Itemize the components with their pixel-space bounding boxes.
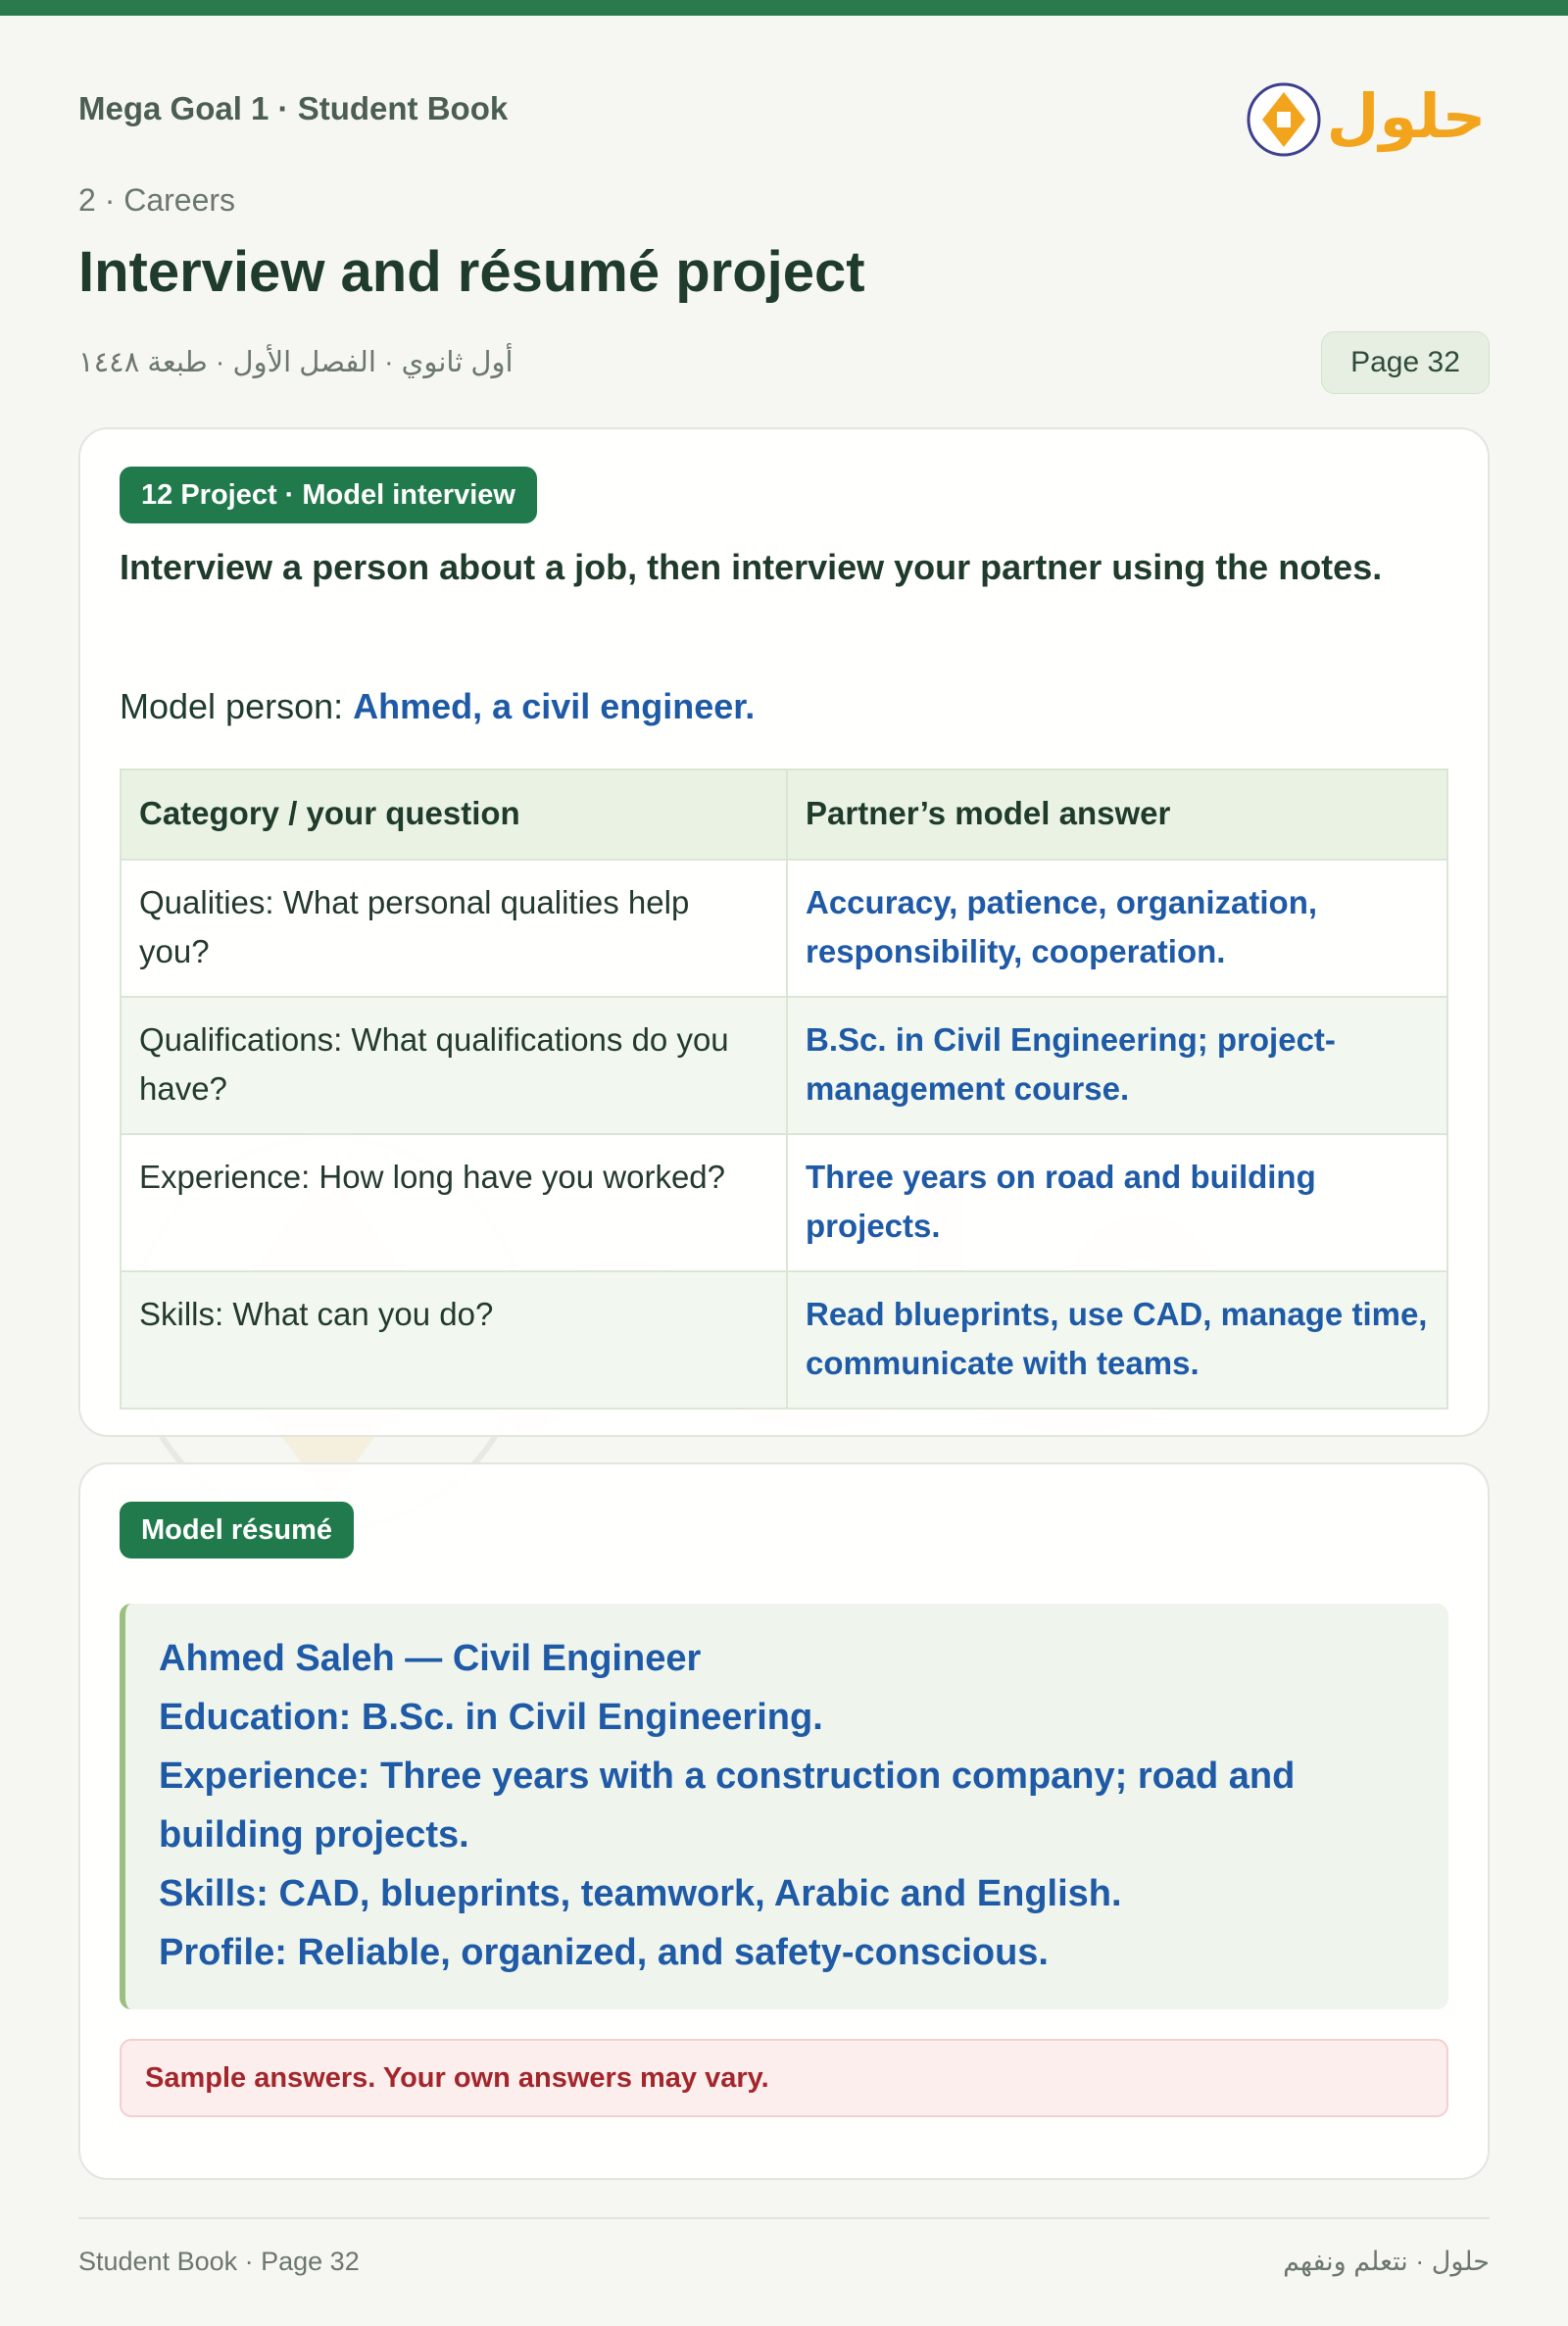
footer-divider <box>78 2217 1490 2219</box>
answer-cell: Read blueprints, use CAD, manage time, communicate with teams. <box>787 1271 1447 1409</box>
resume-box <box>120 1604 1448 2009</box>
model-person <box>120 686 755 727</box>
task-instruction: Interview a person about a job, then interview your partner using the notes. <box>120 547 1383 587</box>
table-row <box>121 860 1447 997</box>
footer-page-label: Student Book · Page 32 <box>78 2247 360 2276</box>
footer-brand: حلول · نتعلم ونفهم <box>1283 2247 1490 2276</box>
interview-table <box>120 768 1448 1410</box>
resume-badge: Model résumé <box>120 1502 354 1559</box>
table-row <box>121 997 1447 1134</box>
answer-cell: Accuracy, patience, organization, responsibility, cooperation. <box>787 860 1447 997</box>
unit-line: 2 · Careers <box>78 182 236 218</box>
resume-card <box>78 1462 1490 2180</box>
resume-line: Experience: Three years with a construction company; road and building projects. <box>159 1756 1296 1856</box>
model-person-value: Ahmed, a civil engineer. <box>353 686 756 726</box>
interview-card <box>78 427 1490 1437</box>
question-cell: Skills: What can you do? <box>121 1271 787 1409</box>
table-row <box>121 1134 1447 1271</box>
page-title: Interview and résumé project <box>78 240 865 304</box>
resume-line: Ahmed Saleh — Civil Engineer <box>159 1638 702 1679</box>
arabic-meta-line: أول ثانوي · الفصل الأول · طبعة ١٤٤٨ <box>78 347 514 378</box>
sample-answers-note: Sample answers. Your own answers may vary. <box>120 2039 1448 2117</box>
column-header-answer: Partner’s model answer <box>787 769 1447 860</box>
question-cell: Qualifications: What qualifications do you have? <box>121 997 787 1134</box>
answer-cell: Three years on road and building projects. <box>787 1134 1447 1271</box>
interview-badge: 12 Project · Model interview <box>120 467 537 523</box>
book-title: Mega Goal 1 · Student Book <box>78 90 509 126</box>
resume-line: Profile: Reliable, organized, and safety-conscious. <box>159 1932 1049 1973</box>
answer-cell: B.Sc. in Civil Engineering; project-management course. <box>787 997 1447 1134</box>
column-header-question: Category / your question <box>121 769 787 860</box>
brand-logo <box>1245 61 1490 169</box>
question-cell: Qualities: What personal qualities help you? <box>121 860 787 997</box>
page-number-badge: Page 32 <box>1321 331 1490 394</box>
resume-line: Education: B.Sc. in Civil Engineering. <box>159 1697 823 1738</box>
table-header-row <box>121 769 1447 860</box>
top-accent-bar <box>0 0 1568 16</box>
model-person-label: Model person: <box>120 686 344 726</box>
resume-line: Skills: CAD, blueprints, teamwork, Arabic and English. <box>159 1873 1122 1914</box>
table-row <box>121 1271 1447 1409</box>
logo-text: حلول <box>1326 80 1487 152</box>
question-cell: Experience: How long have you worked? <box>121 1134 787 1271</box>
